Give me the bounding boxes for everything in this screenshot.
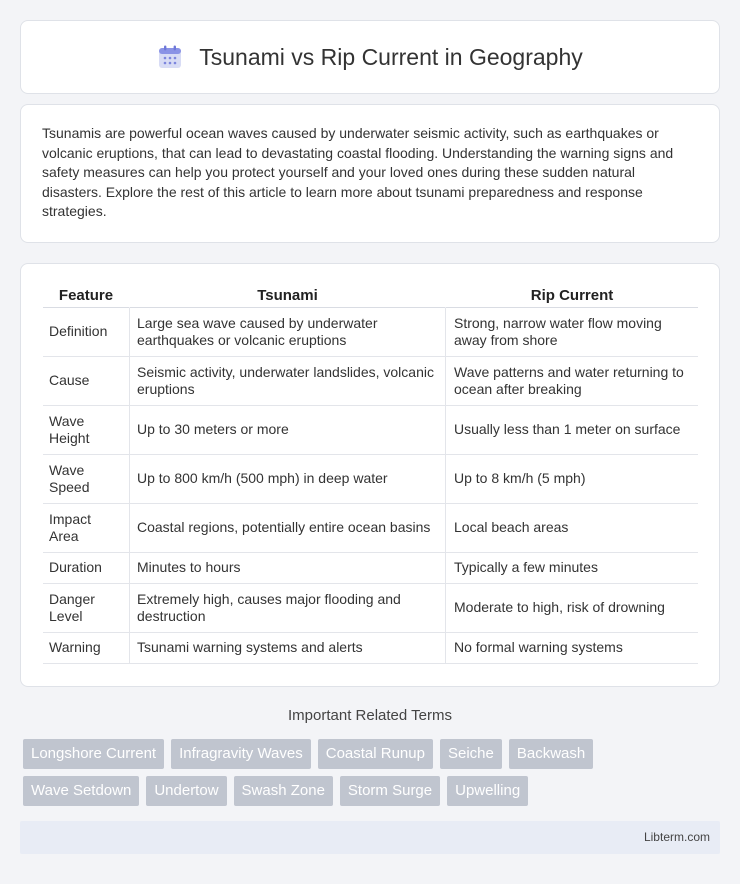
rip-current-cell: Typically a few minutes	[445, 553, 698, 584]
title-wrap	[157, 44, 583, 71]
header-feature: Feature	[43, 284, 129, 308]
tsunami-cell: Tsunami warning systems and alerts	[129, 633, 445, 664]
tag-coastal-runup[interactable]: Coastal Runup	[318, 739, 433, 769]
rip-current-cell: No formal warning systems	[445, 633, 698, 664]
table-row	[43, 406, 698, 455]
header-card	[20, 20, 720, 94]
feature-cell: Duration	[43, 553, 129, 584]
table-row	[43, 553, 698, 584]
tsunami-cell: Up to 800 km/h (500 mph) in deep water	[129, 455, 445, 504]
tag-backwash[interactable]: Backwash	[509, 739, 593, 769]
feature-cell: Impact Area	[43, 504, 129, 553]
page-title: Tsunami vs Rip Current in Geography	[199, 43, 583, 70]
rip-current-cell: Local beach areas	[445, 504, 698, 553]
intro-card	[20, 104, 720, 243]
footer	[20, 821, 720, 854]
tag-undertow[interactable]: Undertow	[146, 776, 226, 806]
table-row	[43, 308, 698, 357]
table-header-row	[43, 284, 698, 308]
related-terms-title: Important Related Terms	[288, 707, 452, 724]
feature-cell: Danger Level	[43, 584, 129, 633]
table-row	[43, 357, 698, 406]
table-row	[43, 504, 698, 553]
tsunami-cell: Extremely high, causes major flooding and destruction	[129, 584, 445, 633]
related-terms	[23, 739, 723, 813]
footer-site-link[interactable]: Libterm.com	[643, 830, 710, 844]
feature-cell: Definition	[43, 308, 129, 357]
table-row	[43, 584, 698, 633]
feature-cell: Warning	[43, 633, 129, 664]
comparison-card	[20, 263, 720, 687]
tag-row	[23, 739, 723, 769]
tag-longshore-current[interactable]: Longshore Current	[23, 739, 164, 769]
header-tsunami: Tsunami	[129, 284, 445, 308]
tsunami-cell: Minutes to hours	[129, 553, 445, 584]
tag-upwelling[interactable]: Upwelling	[447, 776, 528, 806]
tsunami-cell: Coastal regions, potentially entire ocean basins	[129, 504, 445, 553]
intro-text: Tsunamis are powerful ocean waves caused by underwater seismic activity, such as earthquakes or volcanic eruptions, that can lead to devastating coastal flooding. Understanding the warning signs and safety measures can help you protect yourself and your loved ones during these sudden natural disasters. Explore the rest of this article to learn more about tsunami preparedness and response strategies.	[42, 125, 674, 220]
tag-swash-zone[interactable]: Swash Zone	[234, 776, 333, 806]
comparison-table	[43, 284, 698, 664]
tsunami-cell: Up to 30 meters or more	[129, 406, 445, 455]
rip-current-cell: Moderate to high, risk of drowning	[445, 584, 698, 633]
rip-current-cell: Usually less than 1 meter on surface	[445, 406, 698, 455]
rip-current-cell: Up to 8 km/h (5 mph)	[445, 455, 698, 504]
rip-current-cell: Wave patterns and water returning to ocean after breaking	[445, 357, 698, 406]
tag-wave-setdown[interactable]: Wave Setdown	[23, 776, 139, 806]
feature-cell: Wave Speed	[43, 455, 129, 504]
tag-storm-surge[interactable]: Storm Surge	[340, 776, 440, 806]
feature-cell: Cause	[43, 357, 129, 406]
tsunami-cell: Large sea wave caused by underwater earthquakes or volcanic eruptions	[129, 308, 445, 357]
tag-infragravity-waves[interactable]: Infragravity Waves	[171, 739, 311, 769]
tag-seiche[interactable]: Seiche	[440, 739, 502, 769]
calendar-icon	[157, 44, 183, 70]
table-row	[43, 455, 698, 504]
tag-row	[23, 776, 723, 806]
rip-current-cell: Strong, narrow water flow moving away from shore	[445, 308, 698, 357]
tsunami-cell: Seismic activity, underwater landslides, volcanic eruptions	[129, 357, 445, 406]
header-rip-current: Rip Current	[445, 284, 698, 308]
table-row	[43, 633, 698, 664]
feature-cell: Wave Height	[43, 406, 129, 455]
